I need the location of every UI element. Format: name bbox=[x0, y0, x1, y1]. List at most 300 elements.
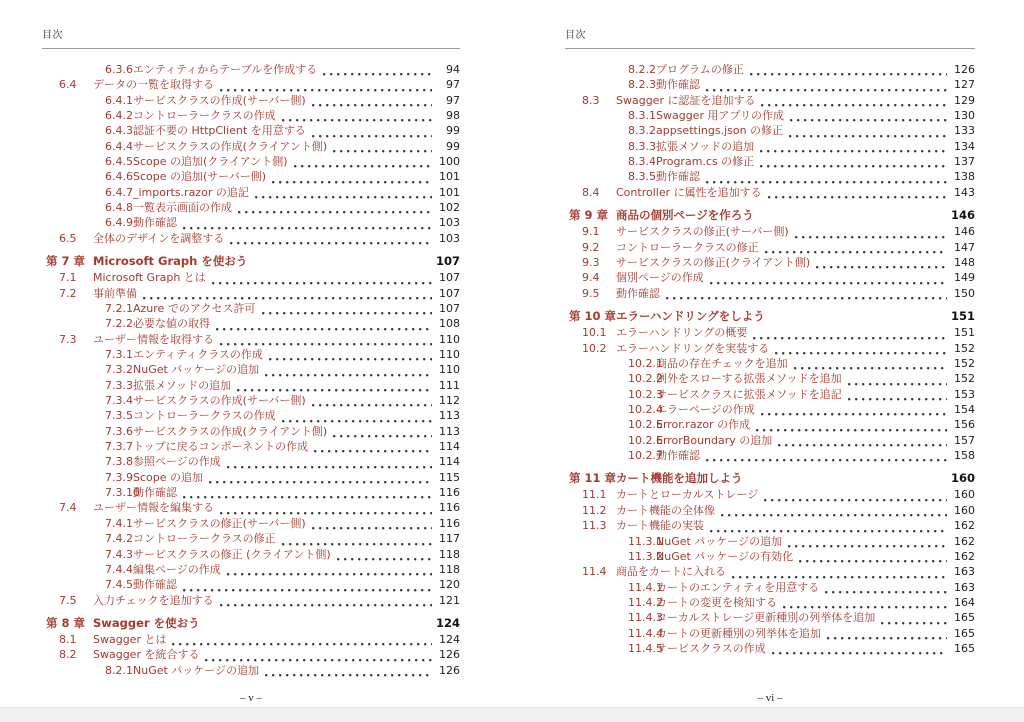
dot-leader bbox=[255, 196, 432, 199]
toc-entry-row[interactable] bbox=[565, 107, 975, 122]
entry-title: ErrorBoundary の追加 bbox=[656, 433, 773, 447]
toc-entry-row[interactable] bbox=[42, 107, 460, 122]
dot-leader bbox=[216, 328, 432, 331]
entry-page-number: 152 bbox=[954, 341, 975, 355]
entry-page-number: 152 bbox=[954, 372, 975, 386]
dot-leader bbox=[314, 450, 432, 453]
entry-number: 7.3.8 bbox=[105, 455, 133, 469]
toc-entry-row[interactable] bbox=[565, 184, 975, 199]
entry-title: 動作確認 bbox=[133, 578, 177, 592]
entry-number: 7.3 bbox=[59, 332, 77, 346]
dot-leader bbox=[775, 352, 947, 355]
toc-entry-row[interactable] bbox=[565, 548, 975, 563]
toc-entry-row[interactable] bbox=[565, 386, 975, 401]
entry-title: 例外をスローする拡張メソッドを追加 bbox=[656, 372, 842, 386]
entry-page-number: 110 bbox=[439, 332, 460, 346]
entry-page-number: 147 bbox=[954, 240, 975, 254]
dot-leader bbox=[761, 104, 947, 107]
dot-leader bbox=[848, 398, 947, 401]
entry-page-number: 111 bbox=[439, 378, 460, 392]
entry-page-number: 126 bbox=[439, 648, 460, 662]
toc-entry-row[interactable] bbox=[42, 153, 460, 168]
entry-title: サービスクラスの作成(サーバー側) bbox=[133, 394, 306, 408]
entry-number: 11.3.2 bbox=[628, 549, 663, 563]
entry-number: 7.3.2 bbox=[105, 363, 133, 377]
entry-number: 8.2.3 bbox=[628, 78, 656, 92]
entry-number: 11.3.1 bbox=[628, 534, 663, 548]
entry-page-number: 129 bbox=[954, 93, 975, 107]
entry-page-number: 162 bbox=[954, 519, 975, 533]
entry-number: 7.1 bbox=[59, 271, 77, 285]
dot-leader bbox=[294, 165, 433, 168]
entry-number: 11.2 bbox=[582, 503, 607, 517]
entry-title: 必要な値の取得 bbox=[133, 317, 210, 331]
toc-entry-row[interactable] bbox=[42, 300, 460, 315]
entry-title: コントローラークラスの作成 bbox=[133, 409, 276, 423]
entry-page-number: 102 bbox=[439, 201, 460, 215]
entry-number: 7.3.7 bbox=[105, 440, 133, 454]
entry-page-number: 116 bbox=[439, 516, 460, 530]
toc-entry-row[interactable] bbox=[565, 153, 975, 168]
entry-number: 6.5 bbox=[59, 231, 77, 245]
entry-page-number: 117 bbox=[439, 532, 460, 546]
toc-entry-row[interactable] bbox=[565, 563, 975, 578]
entry-number: 8.2.2 bbox=[628, 63, 656, 76]
entry-number: 10.2.3 bbox=[628, 387, 663, 401]
entry-page-number: 163 bbox=[954, 580, 975, 594]
dot-leader bbox=[265, 674, 432, 677]
entry-number: 7.4.4 bbox=[105, 562, 133, 576]
entry-title: 拡張メソッドの追加 bbox=[656, 139, 755, 153]
entry-number: 10.2.4 bbox=[628, 402, 663, 416]
dot-leader bbox=[816, 266, 947, 269]
entry-number: 6.4.1 bbox=[105, 93, 133, 107]
toc-entry-row[interactable] bbox=[42, 184, 460, 199]
entry-page-number: 107 bbox=[435, 254, 460, 269]
dot-leader bbox=[706, 459, 947, 462]
entry-number: 8.3 bbox=[582, 93, 600, 107]
entry-title: NuGet パッケージの追加 bbox=[133, 663, 260, 677]
entry-title: カートのエンティティを用意する bbox=[656, 580, 820, 594]
toc-rows-left bbox=[42, 61, 460, 677]
dot-leader bbox=[790, 119, 947, 122]
entry-page-number: 97 bbox=[446, 78, 460, 92]
page-header-right: 目次 bbox=[565, 26, 975, 49]
entry-title: NuGet パッケージの追加 bbox=[133, 363, 260, 377]
toc-entry-row[interactable] bbox=[42, 122, 460, 137]
toc-entry-row[interactable] bbox=[42, 377, 460, 392]
page-header-left: 目次 bbox=[42, 26, 460, 49]
toc-entry-row[interactable] bbox=[565, 370, 975, 385]
dot-leader bbox=[848, 383, 947, 386]
entry-number: 7.2.2 bbox=[105, 317, 133, 331]
entry-page-number: 160 bbox=[954, 488, 975, 502]
entry-number: 第 8 章 bbox=[46, 615, 86, 630]
entry-page-number: 162 bbox=[954, 549, 975, 563]
entry-title: 商品の個別ページを作ろう bbox=[616, 208, 754, 223]
entry-number: 7.4.3 bbox=[105, 547, 133, 561]
entry-number: 10.2 bbox=[582, 341, 607, 355]
entry-page-number: 113 bbox=[439, 409, 460, 423]
toc-entry-row[interactable] bbox=[42, 576, 460, 591]
entry-title: カート機能の実装 bbox=[616, 519, 704, 533]
toc-entry-row[interactable] bbox=[565, 340, 975, 355]
entry-title: Swagger を使おう bbox=[93, 615, 200, 630]
entry-title: エンティティからテーブルを作成する bbox=[133, 63, 318, 76]
dot-leader bbox=[760, 150, 947, 153]
toc-entry-row[interactable] bbox=[565, 122, 975, 137]
dot-leader bbox=[333, 150, 432, 153]
entry-title: 全体のデザインを調整する bbox=[93, 231, 225, 245]
entry-title: エラーハンドリングをしよう bbox=[616, 309, 765, 323]
toc-entry-row[interactable] bbox=[565, 502, 975, 517]
entry-page-number: 143 bbox=[954, 185, 975, 199]
entry-page-number: 116 bbox=[439, 486, 460, 500]
entry-number: 10.2.2 bbox=[628, 372, 663, 386]
dot-leader bbox=[788, 545, 947, 548]
entry-title: 編集ページの作成 bbox=[133, 562, 221, 576]
entry-title: Azure でのアクセス許可 bbox=[133, 302, 256, 315]
toc-entry-row[interactable] bbox=[42, 453, 460, 468]
toc-entry-row[interactable] bbox=[565, 254, 975, 269]
entry-number: 7.2.1 bbox=[105, 302, 133, 315]
toc-chapter-row[interactable] bbox=[565, 308, 975, 324]
toc-entry-row[interactable] bbox=[42, 631, 460, 646]
entry-title: エラーハンドリングを実装する bbox=[616, 341, 770, 355]
entry-page-number: 103 bbox=[439, 216, 460, 230]
dot-leader bbox=[312, 527, 432, 530]
toc-entry-row[interactable] bbox=[565, 168, 975, 183]
entry-page-number: 156 bbox=[954, 418, 975, 432]
entry-title: コントローラークラスの修正 bbox=[133, 532, 276, 546]
entry-number: 6.4.3 bbox=[105, 124, 133, 138]
entry-title: サービスクラスの修正(サーバー側) bbox=[133, 516, 306, 530]
entry-title: 商品の存在チェックを追加 bbox=[656, 356, 788, 370]
dot-leader bbox=[227, 573, 432, 576]
entry-title: エラーハンドリングの概要 bbox=[616, 326, 748, 340]
toc-entry-row[interactable] bbox=[565, 432, 975, 447]
toc-entry-row[interactable] bbox=[565, 625, 975, 640]
entry-number: 9.2 bbox=[582, 240, 600, 254]
entry-number: 11.4 bbox=[582, 565, 607, 579]
entry-page-number: 154 bbox=[954, 402, 975, 416]
entry-page-number: 165 bbox=[954, 626, 975, 640]
entry-page-number: 121 bbox=[439, 593, 460, 607]
entry-title: サービスクラスの作成(クライアント側) bbox=[133, 139, 328, 153]
entry-page-number: 112 bbox=[439, 394, 460, 408]
toc-entry-row[interactable] bbox=[565, 61, 975, 76]
entry-title: ユーザー情報を編集する bbox=[93, 501, 214, 515]
entry-number: 7.4.5 bbox=[105, 578, 133, 592]
toc-entry-row[interactable] bbox=[42, 285, 460, 300]
toc-entry-row[interactable] bbox=[565, 416, 975, 431]
entry-title: 拡張メソッドの追加 bbox=[133, 378, 232, 392]
dot-leader bbox=[768, 196, 947, 199]
entry-title: Microsoft Graph とは bbox=[93, 271, 206, 285]
toc-entry-row[interactable] bbox=[565, 269, 975, 284]
dot-leader bbox=[333, 435, 432, 438]
dot-leader bbox=[212, 282, 432, 285]
entry-number: 6.4.8 bbox=[105, 201, 133, 215]
entry-number: 7.3.5 bbox=[105, 409, 133, 423]
entry-number: 第 9 章 bbox=[569, 208, 609, 223]
toc-entry-row[interactable] bbox=[42, 92, 460, 107]
entry-page-number: 165 bbox=[954, 611, 975, 625]
entry-page-number: 149 bbox=[954, 271, 975, 285]
entry-title: カートとローカルストレージ bbox=[616, 488, 759, 502]
dot-leader bbox=[209, 481, 432, 484]
entry-title: エラーページの作成 bbox=[656, 402, 755, 416]
toc-entry-row[interactable] bbox=[42, 168, 460, 183]
toc-entry-row[interactable] bbox=[42, 407, 460, 422]
toc-entry-row[interactable] bbox=[42, 546, 460, 561]
entry-title: カートの変更を検知する bbox=[656, 595, 777, 609]
dot-leader bbox=[262, 312, 433, 315]
entry-number: 7.3.6 bbox=[105, 424, 133, 438]
dot-leader bbox=[312, 104, 432, 107]
entry-page-number: 114 bbox=[439, 455, 460, 469]
toc-entry-row[interactable] bbox=[42, 76, 460, 91]
entry-number: 8.3.4 bbox=[628, 155, 656, 169]
entry-number: 7.3.3 bbox=[105, 378, 133, 392]
entry-page-number: 150 bbox=[954, 286, 975, 300]
toc-entry-row[interactable] bbox=[42, 214, 460, 229]
dot-leader bbox=[230, 242, 432, 245]
toc-entry-row[interactable] bbox=[42, 646, 460, 661]
toc-entry-row[interactable] bbox=[565, 92, 975, 107]
toc-entry-row[interactable] bbox=[42, 315, 460, 330]
entry-number: 6.4.9 bbox=[105, 216, 133, 230]
toc-entry-row[interactable] bbox=[42, 269, 460, 284]
toc-entry-row[interactable] bbox=[565, 533, 975, 548]
entry-number: 第 11 章 bbox=[569, 471, 617, 486]
entry-title: Microsoft Graph を使おう bbox=[93, 254, 248, 269]
toc-rows-right bbox=[565, 61, 975, 655]
dot-leader bbox=[761, 413, 947, 416]
entry-page-number: 118 bbox=[439, 547, 460, 561]
entry-number: 8.3.2 bbox=[628, 124, 656, 138]
toc-entry-row[interactable] bbox=[42, 230, 460, 245]
entry-title: カート機能を追加しよう bbox=[616, 471, 743, 486]
entry-number: 11.4.1 bbox=[628, 580, 663, 594]
entry-number: 11.4.5 bbox=[628, 641, 663, 655]
toc-entry-row[interactable] bbox=[565, 517, 975, 532]
toc-entry-row[interactable] bbox=[565, 401, 975, 416]
toc-entry-row[interactable] bbox=[565, 285, 975, 300]
entry-number: 8.3.1 bbox=[628, 109, 656, 123]
toc-entry-row[interactable] bbox=[42, 469, 460, 484]
toc-entry-row[interactable] bbox=[42, 592, 460, 607]
dot-leader bbox=[789, 135, 947, 138]
entry-title: Swagger を統合する bbox=[93, 648, 200, 662]
toc-entry-row[interactable] bbox=[565, 640, 975, 655]
entry-page-number: 116 bbox=[439, 501, 460, 515]
entry-page-number: 152 bbox=[954, 356, 975, 370]
entry-number: 7.3.9 bbox=[105, 470, 133, 484]
toc-entry-row[interactable] bbox=[42, 331, 460, 346]
entry-number: 7.3.1 bbox=[105, 348, 133, 362]
entry-number: 第 7 章 bbox=[46, 254, 86, 269]
viewer-background-strip bbox=[0, 707, 1024, 722]
entry-number: 7.4.2 bbox=[105, 532, 133, 546]
entry-title: Scope の追加(サーバー側) bbox=[133, 170, 267, 184]
entry-number: 7.4.1 bbox=[105, 516, 133, 530]
entry-title: Error.razor の作成 bbox=[656, 418, 751, 432]
toc-entry-row[interactable] bbox=[42, 61, 460, 76]
entry-number: 9.5 bbox=[582, 286, 600, 300]
entry-number: 7.3.4 bbox=[105, 394, 133, 408]
toc-entry-row[interactable] bbox=[565, 239, 975, 254]
entry-title: サービスクラスの作成(クライアント側) bbox=[133, 424, 328, 438]
entry-title: カート機能の全体像 bbox=[616, 503, 715, 517]
entry-page-number: 138 bbox=[954, 170, 975, 184]
entry-number: 9.1 bbox=[582, 225, 600, 239]
toc-entry-row[interactable] bbox=[42, 484, 460, 499]
entry-title: サービスクラスの修正(サーバー側) bbox=[616, 225, 789, 239]
entry-title: 動作確認 bbox=[616, 286, 660, 300]
entry-number: 8.4 bbox=[582, 185, 600, 199]
entry-page-number: 107 bbox=[439, 286, 460, 300]
entry-number: 7.5 bbox=[59, 593, 77, 607]
dot-leader bbox=[265, 374, 432, 377]
entry-number: 9.3 bbox=[582, 255, 600, 269]
toc-chapter-row[interactable] bbox=[565, 207, 975, 223]
entry-title: Program.cs の修正 bbox=[656, 155, 755, 169]
dot-leader bbox=[799, 560, 947, 563]
entry-page-number: 127 bbox=[954, 78, 975, 92]
entry-title: 一覧表示画面の作成 bbox=[133, 201, 232, 215]
entry-number: 6.4.5 bbox=[105, 155, 133, 169]
entry-page-number: 162 bbox=[954, 534, 975, 548]
entry-number: 8.3.5 bbox=[628, 170, 656, 184]
toc-entry-row[interactable] bbox=[42, 138, 460, 153]
toc-chapter-row[interactable] bbox=[565, 470, 975, 486]
entry-page-number: 97 bbox=[446, 93, 460, 107]
dot-leader bbox=[710, 282, 947, 285]
dot-leader bbox=[312, 135, 432, 138]
toc-entry-row[interactable] bbox=[42, 561, 460, 576]
entry-number: 11.1 bbox=[582, 488, 607, 502]
entry-title: 商品をカートに入れる bbox=[616, 565, 726, 579]
dot-leader bbox=[220, 604, 432, 607]
dot-leader bbox=[750, 73, 947, 76]
entry-title: プログラムの修正 bbox=[656, 63, 744, 76]
toc-entry-row[interactable] bbox=[42, 423, 460, 438]
toc-entry-row[interactable] bbox=[565, 76, 975, 91]
toc-chapter-row[interactable] bbox=[42, 615, 460, 631]
page-number-footer-left: – v – bbox=[240, 692, 262, 704]
entry-page-number: 160 bbox=[950, 471, 975, 486]
toc-page-left bbox=[42, 26, 460, 677]
dot-leader bbox=[764, 499, 947, 502]
entry-page-number: 137 bbox=[954, 155, 975, 169]
dot-leader bbox=[323, 73, 432, 76]
entry-title: サービスクラスの修正(クライアント側) bbox=[616, 255, 811, 269]
entry-number: 11.3 bbox=[582, 519, 607, 533]
dot-leader bbox=[272, 181, 432, 184]
toc-entry-row[interactable] bbox=[42, 346, 460, 361]
toc-entry-row[interactable] bbox=[565, 223, 975, 238]
toc-chapter-row[interactable] bbox=[42, 253, 460, 269]
entry-page-number: 148 bbox=[954, 255, 975, 269]
toc-entry-row[interactable] bbox=[42, 662, 460, 677]
entry-number: 6.4.4 bbox=[105, 139, 133, 153]
entry-title: appsettings.json の修正 bbox=[656, 124, 784, 138]
toc-entry-row[interactable] bbox=[42, 515, 460, 530]
entry-number: 10.2.6 bbox=[628, 433, 663, 447]
entry-title: Swagger 用アプリの作成 bbox=[656, 109, 785, 123]
entry-number: 10.2.7 bbox=[628, 448, 663, 462]
toc-entry-row[interactable] bbox=[42, 392, 460, 407]
entry-page-number: 133 bbox=[954, 124, 975, 138]
dot-leader bbox=[795, 236, 947, 239]
entry-number: 10.1 bbox=[582, 326, 607, 340]
toc-entry-row[interactable] bbox=[565, 324, 975, 339]
entry-page-number: 100 bbox=[439, 155, 460, 169]
toc-entry-row[interactable] bbox=[565, 594, 975, 609]
dot-leader bbox=[337, 558, 432, 561]
entry-title: _imports.razor の追記 bbox=[133, 185, 249, 199]
toc-entry-row[interactable] bbox=[565, 355, 975, 370]
toc-entry-row[interactable] bbox=[565, 579, 975, 594]
entry-number: 7.4 bbox=[59, 501, 77, 515]
entry-title: サービスクラスの修正 (クライアント側) bbox=[133, 547, 331, 561]
toc-entry-row[interactable] bbox=[42, 361, 460, 376]
entry-title: ローカルストレージ更新種別の列挙体を追加 bbox=[656, 611, 876, 625]
toc-entry-row[interactable] bbox=[42, 499, 460, 514]
toc-page-right bbox=[565, 26, 975, 655]
entry-number: 8.2.1 bbox=[105, 663, 133, 677]
toc-entry-row[interactable] bbox=[42, 199, 460, 214]
dot-leader bbox=[881, 622, 947, 625]
toc-entry-row[interactable] bbox=[42, 530, 460, 545]
dot-leader bbox=[666, 297, 947, 300]
entry-page-number: 99 bbox=[446, 124, 460, 138]
entry-page-number: 114 bbox=[439, 440, 460, 454]
toc-entry-row[interactable] bbox=[565, 486, 975, 501]
toc-entry-row[interactable] bbox=[565, 447, 975, 462]
entry-number: 8.2 bbox=[59, 648, 77, 662]
entry-title: 動作確認 bbox=[133, 216, 177, 230]
dot-leader bbox=[778, 444, 947, 447]
entry-number: 6.4.6 bbox=[105, 170, 133, 184]
dot-leader bbox=[756, 429, 947, 432]
entry-title: Controller に属性を追加する bbox=[616, 185, 762, 199]
entry-title: 動作確認 bbox=[656, 78, 700, 92]
entry-page-number: 164 bbox=[954, 595, 975, 609]
entry-title: Scope の追加(クライアント側) bbox=[133, 155, 288, 169]
dot-leader bbox=[827, 637, 947, 640]
entry-page-number: 113 bbox=[439, 424, 460, 438]
entry-page-number: 151 bbox=[950, 309, 975, 323]
entry-number: 6.3.6 bbox=[105, 63, 133, 76]
toc-entry-row[interactable] bbox=[565, 138, 975, 153]
entry-page-number: 124 bbox=[435, 615, 460, 630]
entry-title: Scope の追加 bbox=[133, 470, 204, 484]
entry-page-number: 124 bbox=[439, 633, 460, 647]
entry-page-number: 146 bbox=[950, 208, 975, 223]
entry-title: NuGet パッケージの追加 bbox=[656, 534, 783, 548]
entry-page-number: 110 bbox=[439, 363, 460, 377]
dot-leader bbox=[238, 211, 432, 214]
entry-number: 7.3.10 bbox=[105, 486, 140, 500]
entry-title: Swagger に認証を追加する bbox=[616, 93, 756, 107]
dot-leader bbox=[183, 589, 432, 592]
page-number-footer-right: – vi – bbox=[757, 692, 783, 704]
dot-leader bbox=[753, 337, 947, 340]
toc-entry-row[interactable] bbox=[565, 609, 975, 624]
toc-entry-row[interactable] bbox=[42, 438, 460, 453]
